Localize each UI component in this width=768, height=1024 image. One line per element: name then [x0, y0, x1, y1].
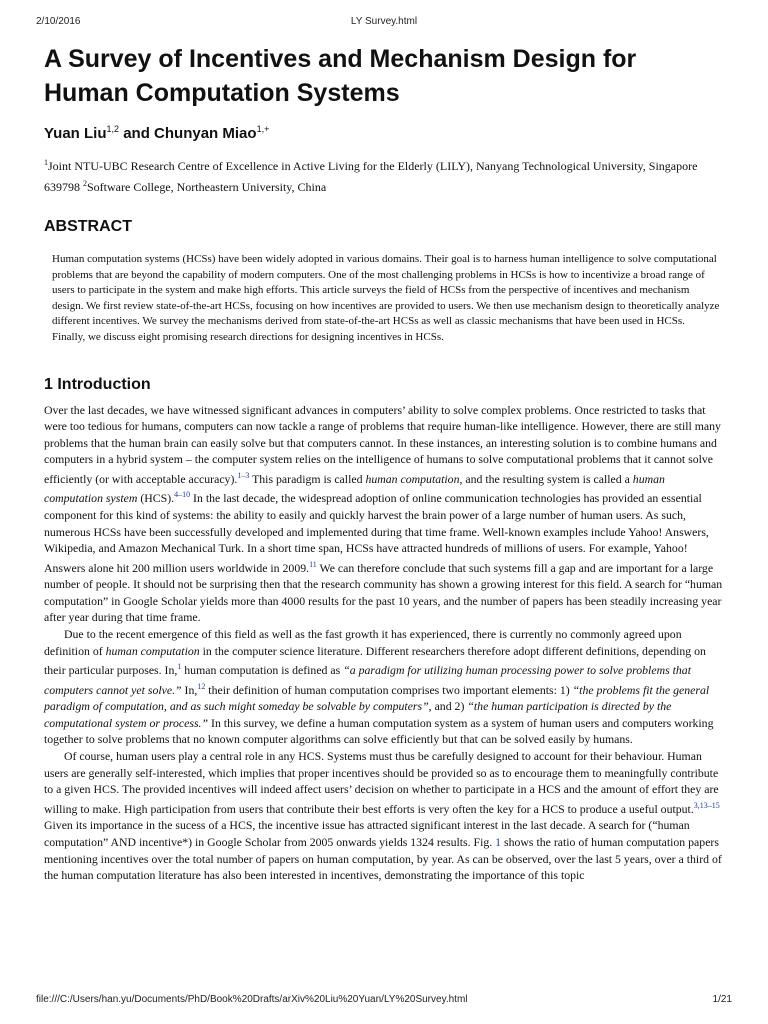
- paragraph-3: [44, 748, 724, 884]
- affil-1-mark: 1: [44, 158, 48, 167]
- p1-text-d: (HCS).: [137, 491, 175, 506]
- citation-link[interactable]: 3,13–15: [693, 800, 720, 810]
- intro-heading: 1 Introduction: [44, 375, 151, 393]
- affiliations: [44, 154, 724, 196]
- p1-text-e: In the last decade, the widespread adoption of online communication technologies has provided an essential component for this kind of systems: the ability to easily and quickly harvest the brain power of a large number of human users. As such, numerous HCSs have been successfully developed and implemented during that time frame. Well-known examples include Yahoo! Answers, Wikipedia, and Amazon Mechanical Turk. In a short time span, HCSs have attracted hundreds of millions of users. For example, Yahoo! Answers alone hit 200 million users worldwide in 2009.: [44, 491, 709, 575]
- page-number: 1/21: [712, 994, 732, 1005]
- p3-text-c: shows the ratio of human computation papers mentioning incentives over the total number of papers on human computation, by year. As can be observed, over the last 5 years, over a third of the human computation literature has also been interested in incentives, demonstrating the importance of this topic: [44, 834, 722, 883]
- p2-text-b: in the computer science literature. Different researchers therefore adopt different definitions, depending on their particular purposes. In,: [44, 643, 706, 678]
- author-1-affil-mark: 1,2: [106, 124, 120, 134]
- citation-link[interactable]: 12: [197, 681, 206, 691]
- citation-link[interactable]: 1–3: [237, 470, 250, 480]
- abstract-text: Human computation systems (HCSs) have been widely adopted in various domains. Their goal is to harness human intelligence to solve computational problems that are beyond the capability of modern computers. One of the most challenging problems in HCSs is how to incentivize a broad range of users to participate in the system and make high efforts. This article surveys the field of HCSs from the perspective of incentives and mechanism design. We first review state-of-the-art HCSs, focusing on how incentives are provided to users. We then use mechanism design to theoretically analyze different incentives. We survey the mechanisms derived from state-of-the-art HCSs as well as classic mechanisms that have been used in HCSs. Finally, we discuss eight promising research directions for designing incentives in HCSs.: [52, 253, 720, 343]
- file-path: file:///C:/Users/han.yu/Documents/PhD/Book%20Drafts/arXiv%20Liu%20Yuan/LY%20Survey.html: [36, 994, 468, 1005]
- p2-text-c: human computation is defined as: [181, 663, 344, 678]
- article: [44, 38, 724, 884]
- author-list: [44, 124, 724, 142]
- author-1: Yuan Liu: [44, 125, 107, 142]
- p1-text-a: Over the last decades, we have witnessed significant advances in computers’ ability to solve complex problems. Once restricted to tasks that were too tedious for humans, computers can now tackle a range of problems that require human-like intelligence. However, there are still many problems that the human brain can easily solve but that computers cannot. In these instances, an interesting solution is to combine humans and computers in a hybrid system – the computer system relies on the intelligence of humans to solve computational problems that it cannot solve efficiently (or with acceptable accuracy).: [44, 402, 721, 486]
- p3-text-b: Given its importance in the sucess of a HCS, the incentive issue has attracted significant interest in the last decade. A search for (“human computation” AND incentive*) in Google Scholar from 2005 onwards yields 1324 results. Fig.: [44, 818, 690, 849]
- author-conjunction: and: [119, 125, 155, 142]
- p1-text-c: , and the resulting system is called a: [459, 471, 633, 486]
- abstract-heading: ABSTRACT: [44, 218, 132, 235]
- print-date: 2/10/2016: [36, 16, 81, 27]
- p1-term-human-computation: human computation: [365, 471, 460, 486]
- p2-quote-1: “a paradigm for utilizing human processing power to solve problems that computers cannot yet solve.”: [44, 663, 691, 697]
- p3-text-a: Of course, human users play a central role in any HCS. Systems must thus be carefully designed to account for their behaviour. Human users are generally self-interested, which implies that proper incentives should be provided so as to encourage them to meaningfully contribute to a given HCS. The provided incentives will indeed affect users’ decision on whether to participate in a HCS and the amount of effort they are willing to make. High participation from users that contribute their best efforts is very often the key for a HCS to produce a useful output.: [44, 749, 719, 816]
- p1-text-f: We can therefore conclude that such systems fill a gap and are important for a large number of people. It should not be surprising then that the research community has shown a growing interest for this field. A search for “human computation” in Google Scholar yields more than 4000 results for the past 10 years, and the number of papers has been steadily increasing year after year during that time frame.: [44, 560, 723, 625]
- affil-2-mark: 2: [83, 179, 87, 188]
- figure-link[interactable]: 1: [495, 834, 502, 849]
- author-2-affil-mark: 1,+: [256, 124, 270, 134]
- p2-text-d: In,: [181, 682, 198, 697]
- print-filename: LY Survey.html: [350, 16, 418, 27]
- p2-text-g: In this survey, we define a human computation system as a system of human users and computers working together to solve problems that no known computer algorithms can solve efficiently but that can be solved easily by humans.: [44, 715, 714, 747]
- citation-link[interactable]: 1: [177, 662, 182, 672]
- paragraph-2: [44, 626, 724, 748]
- affil-2: Software College, Northeastern University, China: [87, 180, 327, 194]
- p1-text-b: This paradigm is called: [249, 471, 366, 486]
- p2-term: human computation: [105, 643, 200, 658]
- p2-quote-3: “the human participation is directed by the computational system or process.”: [44, 699, 672, 730]
- paper-title: A Survey of Incentives and Mechanism Design for Human Computation Systems: [44, 45, 637, 107]
- affil-1: Joint NTU-UBC Research Centre of Excellence in Active Living for the Elderly (LILY), Nanyang Technological University, Singapore 639798: [44, 159, 698, 194]
- p2-text-a: Due to the recent emergence of this field as well as the fast growth it has experienced, there is currently no commonly agreed upon definition of: [44, 627, 682, 658]
- intro-body: [44, 402, 724, 884]
- paragraph-1: [44, 402, 724, 626]
- p2-quote-2: “the problems fit the general paradigm of computation, and as such might someday be solvable by computers”: [44, 682, 710, 714]
- p1-term-hcs: human computation system: [44, 471, 665, 506]
- citation-link[interactable]: 11: [309, 559, 317, 569]
- p2-text-f: , and 2): [428, 699, 468, 714]
- citation-link[interactable]: 4–10: [174, 490, 191, 500]
- p2-text-e: their definition of human computation comprises two important elements: 1): [205, 682, 573, 697]
- author-2: Chunyan Miao: [154, 125, 257, 142]
